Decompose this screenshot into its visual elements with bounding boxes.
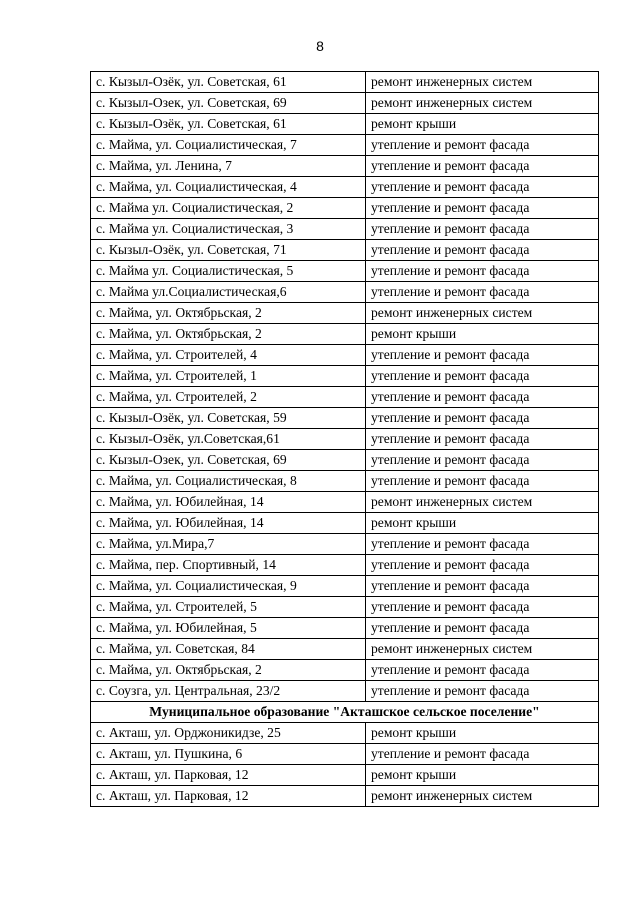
address-cell: с. Майма ул.Социалистическая,6 bbox=[91, 282, 366, 303]
table-row bbox=[91, 744, 599, 765]
table-row bbox=[91, 240, 599, 261]
address-cell: с. Акташ, ул. Парковая, 12 bbox=[91, 765, 366, 786]
table-row bbox=[91, 93, 599, 114]
work-type-cell: ремонт крыши bbox=[366, 723, 599, 744]
table-row bbox=[91, 681, 599, 702]
table-row bbox=[91, 198, 599, 219]
work-type-cell: утепление и ремонт фасада bbox=[366, 177, 599, 198]
address-cell: с. Майма, ул. Социалистическая, 8 bbox=[91, 471, 366, 492]
work-type-cell: утепление и ремонт фасада bbox=[366, 534, 599, 555]
work-type-cell: ремонт крыши bbox=[366, 765, 599, 786]
address-cell: с. Кызыл-Озёк, ул. Советская, 59 bbox=[91, 408, 366, 429]
address-cell: с. Майма ул. Социалистическая, 2 bbox=[91, 198, 366, 219]
work-type-cell: утепление и ремонт фасада bbox=[366, 429, 599, 450]
table-row bbox=[91, 72, 599, 93]
work-type-cell: утепление и ремонт фасада bbox=[366, 597, 599, 618]
section-header-aktash: Муниципальное образование "Акташское сельское поселение" bbox=[91, 702, 599, 723]
table-row bbox=[91, 786, 599, 807]
table-row bbox=[91, 618, 599, 639]
address-cell: с. Майма, ул. Ленина, 7 bbox=[91, 156, 366, 177]
table-row bbox=[91, 765, 599, 786]
address-cell: с. Майма ул. Социалистическая, 5 bbox=[91, 261, 366, 282]
table-row bbox=[91, 429, 599, 450]
work-type-cell: утепление и ремонт фасада bbox=[366, 366, 599, 387]
table-row bbox=[91, 261, 599, 282]
work-type-cell: утепление и ремонт фасада bbox=[366, 618, 599, 639]
address-cell: с. Майма, ул. Юбилейная, 14 bbox=[91, 513, 366, 534]
work-type-cell: ремонт крыши bbox=[366, 114, 599, 135]
address-cell: с. Майма, ул. Октябрьская, 2 bbox=[91, 303, 366, 324]
address-cell: с. Кызыл-Озёк, ул. Советская, 61 bbox=[91, 72, 366, 93]
address-cell: с. Акташ, ул. Пушкина, 6 bbox=[91, 744, 366, 765]
work-type-cell: утепление и ремонт фасада bbox=[366, 219, 599, 240]
address-cell: с. Майма, ул. Социалистическая, 4 bbox=[91, 177, 366, 198]
address-cell: с. Акташ, ул. Орджоникидзе, 25 bbox=[91, 723, 366, 744]
work-type-cell: утепление и ремонт фасада bbox=[366, 387, 599, 408]
table-row bbox=[91, 219, 599, 240]
address-cell: с. Майма, ул.Мира,7 bbox=[91, 534, 366, 555]
address-cell: с. Кызыл-Озёк, ул. Советская, 71 bbox=[91, 240, 366, 261]
work-type-cell: утепление и ремонт фасада bbox=[366, 198, 599, 219]
address-cell: с. Майма, ул. Октябрьская, 2 bbox=[91, 324, 366, 345]
work-type-cell: ремонт крыши bbox=[366, 324, 599, 345]
table-body bbox=[91, 72, 599, 807]
work-type-cell: утепление и ремонт фасада bbox=[366, 660, 599, 681]
work-type-cell: утепление и ремонт фасада bbox=[366, 555, 599, 576]
table-row bbox=[91, 366, 599, 387]
table-row bbox=[91, 555, 599, 576]
repair-works-table bbox=[90, 71, 599, 807]
table-row bbox=[91, 513, 599, 534]
work-type-cell: утепление и ремонт фасада bbox=[366, 345, 599, 366]
work-type-cell: утепление и ремонт фасада bbox=[366, 282, 599, 303]
table-row bbox=[91, 597, 599, 618]
address-cell: с. Кызыл-Озек, ул. Советская, 69 bbox=[91, 450, 366, 471]
table-row bbox=[91, 576, 599, 597]
address-cell: с. Кызыл-Озек, ул. Советская, 69 bbox=[91, 93, 366, 114]
address-cell: с. Майма, ул. Октябрьская, 2 bbox=[91, 660, 366, 681]
table-row bbox=[91, 177, 599, 198]
address-cell: с. Майма, пер. Спортивный, 14 bbox=[91, 555, 366, 576]
table-row bbox=[91, 660, 599, 681]
address-cell: с. Майма ул. Социалистическая, 3 bbox=[91, 219, 366, 240]
work-type-cell: ремонт инженерных систем bbox=[366, 639, 599, 660]
table-row bbox=[91, 723, 599, 744]
table-row bbox=[91, 324, 599, 345]
address-cell: с. Майма, ул. Юбилейная, 14 bbox=[91, 492, 366, 513]
table-row bbox=[91, 471, 599, 492]
work-type-cell: утепление и ремонт фасада bbox=[366, 156, 599, 177]
address-cell: с. Майма, ул. Строителей, 5 bbox=[91, 597, 366, 618]
table-row bbox=[91, 282, 599, 303]
table-row bbox=[91, 534, 599, 555]
address-cell: с. Кызыл-Озёк, ул.Советская,61 bbox=[91, 429, 366, 450]
work-type-cell: ремонт инженерных систем bbox=[366, 786, 599, 807]
table-row bbox=[91, 303, 599, 324]
address-cell: с. Майма, ул. Социалистическая, 7 bbox=[91, 135, 366, 156]
work-type-cell: ремонт инженерных систем bbox=[366, 72, 599, 93]
table-row bbox=[91, 114, 599, 135]
address-cell: с. Акташ, ул. Парковая, 12 bbox=[91, 786, 366, 807]
address-cell: с. Майма, ул. Советская, 84 bbox=[91, 639, 366, 660]
work-type-cell: утепление и ремонт фасада bbox=[366, 450, 599, 471]
work-type-cell: утепление и ремонт фасада bbox=[366, 408, 599, 429]
work-type-cell: утепление и ремонт фасада bbox=[366, 240, 599, 261]
table-row bbox=[91, 450, 599, 471]
work-type-cell: ремонт инженерных систем bbox=[366, 303, 599, 324]
table-row bbox=[91, 135, 599, 156]
work-type-cell: утепление и ремонт фасада bbox=[366, 576, 599, 597]
work-type-cell: ремонт инженерных систем bbox=[366, 93, 599, 114]
table-row bbox=[91, 156, 599, 177]
work-type-cell: утепление и ремонт фасада bbox=[366, 261, 599, 282]
work-type-cell: утепление и ремонт фасада bbox=[366, 744, 599, 765]
work-type-cell: утепление и ремонт фасада bbox=[366, 681, 599, 702]
table-row bbox=[91, 345, 599, 366]
address-cell: с. Майма, ул. Строителей, 4 bbox=[91, 345, 366, 366]
work-type-cell: ремонт инженерных систем bbox=[366, 492, 599, 513]
table-row bbox=[91, 387, 599, 408]
work-type-cell: утепление и ремонт фасада bbox=[366, 471, 599, 492]
address-cell: с. Майма, ул. Строителей, 1 bbox=[91, 366, 366, 387]
address-cell: с. Соузга, ул. Центральная, 23/2 bbox=[91, 681, 366, 702]
address-cell: с. Майма, ул. Строителей, 2 bbox=[91, 387, 366, 408]
address-cell: с. Майма, ул. Социалистическая, 9 bbox=[91, 576, 366, 597]
table-row bbox=[91, 492, 599, 513]
work-type-cell: утепление и ремонт фасада bbox=[366, 135, 599, 156]
table-row bbox=[91, 639, 599, 660]
section-header-row bbox=[91, 702, 599, 723]
page-number: 8 bbox=[316, 38, 324, 54]
address-cell: с. Кызыл-Озёк, ул. Советская, 61 bbox=[91, 114, 366, 135]
work-type-cell: ремонт крыши bbox=[366, 513, 599, 534]
address-cell: с. Майма, ул. Юбилейная, 5 bbox=[91, 618, 366, 639]
table-row bbox=[91, 408, 599, 429]
